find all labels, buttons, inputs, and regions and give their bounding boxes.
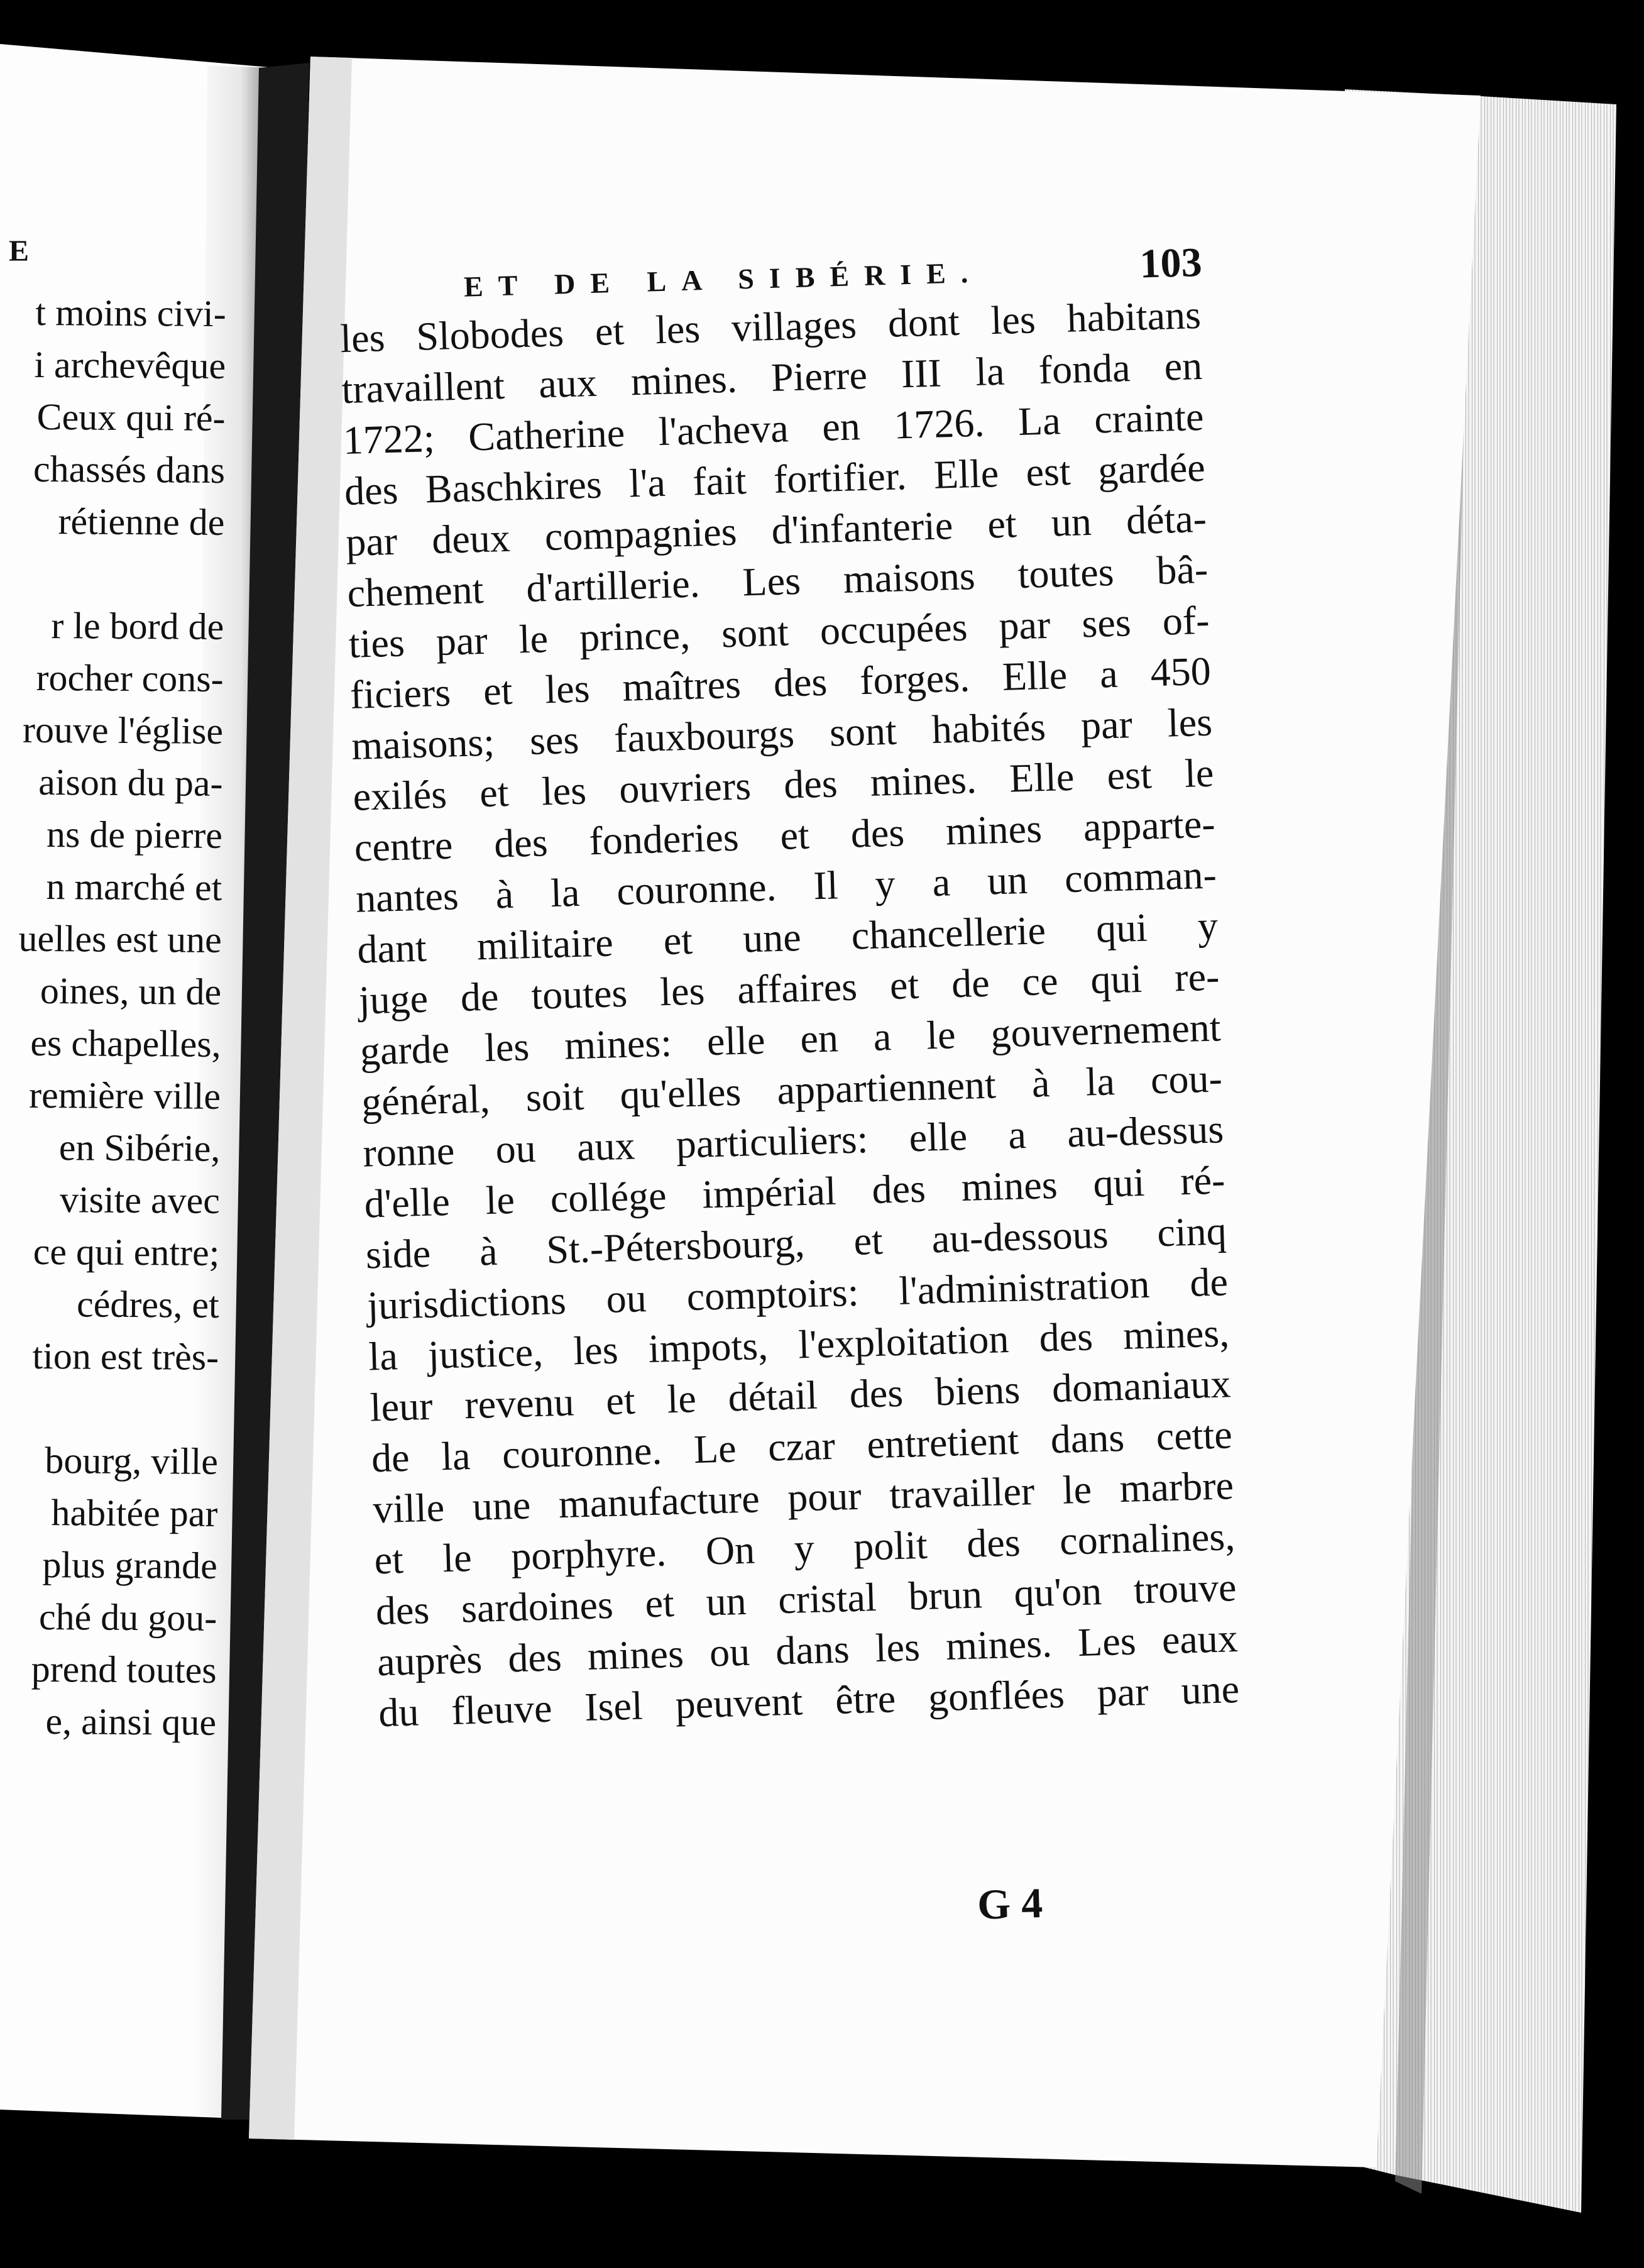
text-line: des sardoines et un cristal brun qu'on trouve <box>375 1565 1237 1634</box>
left-text-line: habitée par <box>51 1492 218 1534</box>
text-line: dant militaire et une chancellerie qui y <box>356 903 1219 972</box>
left-text-line: ce qui entre; <box>33 1230 220 1274</box>
left-text-line: remière ville <box>28 1074 221 1117</box>
left-text-line: t moins civi- <box>35 291 226 334</box>
text-line: exilés et les ouvriers des mines. Elle est le <box>352 750 1215 819</box>
left-text-line: en Sibérie, <box>58 1126 221 1169</box>
left-text-line: n marché et <box>46 866 222 908</box>
left-text-line: rétienne de <box>58 500 225 543</box>
left-text-line <box>0 547 224 601</box>
signature-mark: G 4 <box>977 1878 1044 1929</box>
text-line: juge de toutes les affaires et de ce qui re- <box>358 954 1220 1023</box>
left-text-line: plus grande <box>42 1544 218 1587</box>
left-text-line: es chapelles, <box>30 1021 221 1065</box>
text-line: d'elle le collége impérial des mines qui ré- <box>363 1157 1226 1226</box>
running-title: ET DE LA SIBÉRIE. <box>463 256 984 303</box>
left-text-line: visite avec <box>59 1179 221 1221</box>
text-line: leur revenu et le détail des biens domaniaux <box>369 1361 1232 1430</box>
page-number: 103 <box>1139 239 1203 287</box>
text-line: side à St.-Pétersbourg, et au-dessous cinq <box>365 1208 1227 1277</box>
right-page-text <box>297 239 1247 1929</box>
left-page-running-head: E <box>9 234 30 268</box>
left-text-line: bourg, ville <box>45 1440 219 1482</box>
text-line: nantes à la couronne. Il y a un comman- <box>355 852 1217 921</box>
left-text-line: tion est très- <box>32 1335 219 1378</box>
left-text-line: ché du gou- <box>38 1595 217 1639</box>
text-line: ronne ou aux particuliers: elle a au-dessus <box>362 1106 1224 1175</box>
left-text-line: rocher cons- <box>36 656 224 700</box>
text-line: ficiers et les maîtres des forges. Elle a 450 <box>349 648 1212 717</box>
text-line: chement d'artillerie. Les maisons toutes bâ- <box>346 546 1209 615</box>
text-line: général, soit qu'elles appartiennent à la cou- <box>361 1055 1223 1125</box>
body-text <box>339 289 1240 1738</box>
text-line: de la couronne. Le czar entretient dans cette <box>371 1412 1233 1481</box>
left-page-text <box>0 286 226 1821</box>
text-line: maisons; ses fauxbourgs sont habités par les <box>351 699 1213 768</box>
text-line: et le porphyre. On y polit des cornalines, <box>373 1514 1236 1583</box>
text-line: ville une manufacture pour travailler le marbre <box>372 1463 1234 1532</box>
text-line: par deux compagnies d'infanterie et un déta- <box>345 495 1207 564</box>
left-text-line: r le bord de <box>51 605 224 647</box>
left-text-line: oines, un de <box>40 969 222 1013</box>
text-line: les Slobodes et les villages dont les habitans <box>339 292 1202 361</box>
left-text-line: i archevêque <box>34 343 226 387</box>
left-text-line: chassés dans <box>33 448 226 491</box>
text-line: centre des fonderies et des mines apparte- <box>353 801 1216 870</box>
text-line: 1722; Catherine l'acheva en 1726. La crainte <box>342 394 1205 463</box>
left-text-line: rouve l'église <box>22 708 224 752</box>
left-text-line: e, ainsi que <box>45 1700 217 1743</box>
left-text-line <box>0 1382 219 1436</box>
left-text-line: prend toutes <box>31 1648 217 1691</box>
text-line: ties par le prince, sont occupées par ses of- <box>348 597 1210 666</box>
text-line: auprès des mines ou dans les mines. Les eaux <box>376 1616 1239 1685</box>
left-text-line: uelles est une <box>18 917 222 961</box>
left-text-line: aison du pa- <box>38 761 223 804</box>
text-line: travaillent aux mines. Pierre III la fonda en <box>341 343 1203 412</box>
left-text-line: ns de pierre <box>46 813 223 856</box>
text-line: jurisdictions ou comptoirs: l'administration de <box>366 1259 1229 1328</box>
text-line: des Baschkires l'a fait fortifier. Elle est gardée <box>344 444 1206 514</box>
left-text-line: Ceux qui ré- <box>36 395 226 439</box>
text-line: garde les mines: elle en a le gouvernement <box>359 1005 1222 1074</box>
left-text-line: cédres, et <box>76 1283 219 1326</box>
text-line: du fleuve Isel peuvent être gonflées par une <box>378 1666 1240 1736</box>
text-line: la justice, les impots, l'exploitation des mines, <box>368 1310 1230 1379</box>
